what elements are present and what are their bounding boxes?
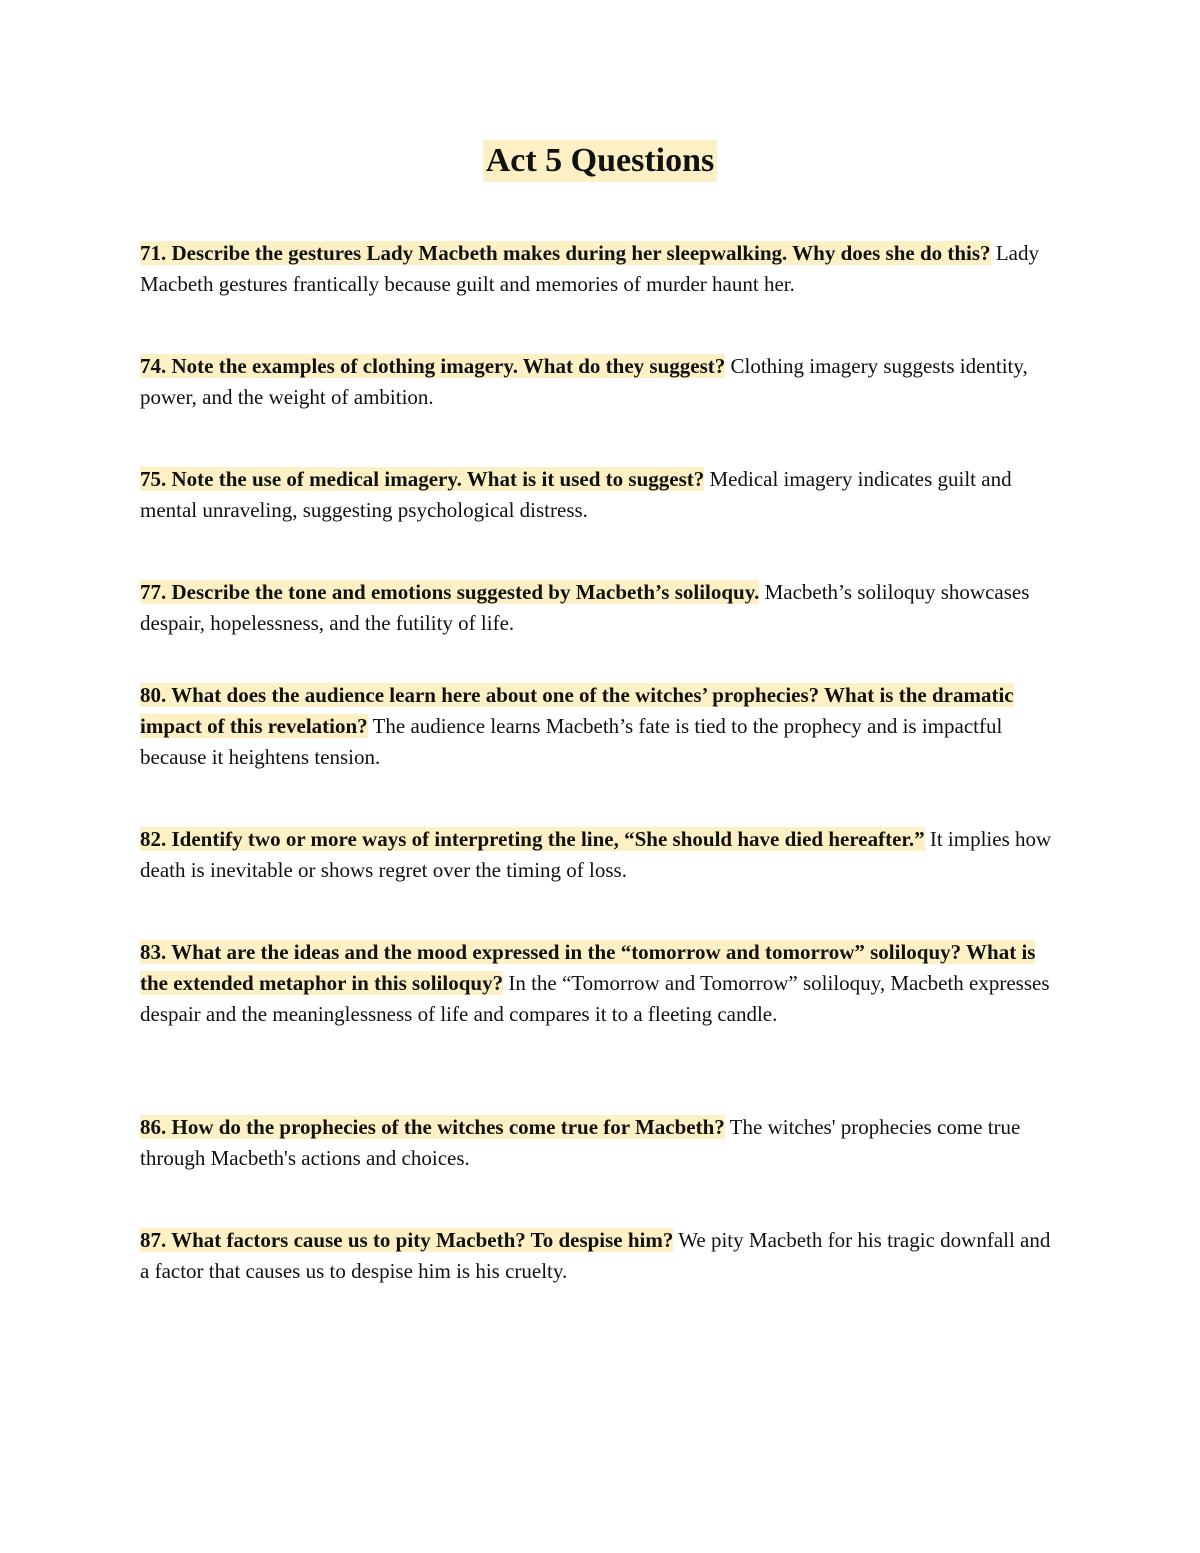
qa-item-82 — [140, 824, 1060, 886]
qa-item-77 — [140, 577, 1060, 639]
answer-text: Lady Macbeth gestures frantically because guilt and memories of murder haunt her. — [140, 241, 1039, 296]
question-text: 77. Describe the tone and emotions suggested by Macbeth’s soliloquy. — [140, 580, 760, 604]
answer-text: Macbeth’s soliloquy showcases despair, hopelessness, and the futility of life. — [140, 580, 1030, 635]
question-text: 83. What are the ideas and the mood expressed in the “tomorrow and tomorrow” soliloquy? What is the extended metaphor in this soliloquy? — [140, 940, 1036, 995]
qa-item-71 — [140, 238, 1060, 300]
qa-item-74 — [140, 351, 1060, 413]
title-container — [0, 140, 1200, 182]
answer-text: In the “Tomorrow and Tomorrow” soliloquy, Macbeth expresses despair and the meaninglessness of life and compares it to a fleeting candle. — [140, 971, 1050, 1026]
question-text: 74. Note the examples of clothing imagery. What do they suggest? — [140, 354, 726, 378]
answer-text: The witches' prophecies come true through Macbeth's actions and choices. — [140, 1115, 1021, 1170]
answer-text: Clothing imagery suggests identity, power, and the weight of ambition. — [140, 354, 1028, 409]
answer-text: The audience learns Macbeth’s fate is tied to the prophecy and is impactful because it heightens tension. — [140, 714, 1003, 769]
question-text: 75. Note the use of medical imagery. What is it used to suggest? — [140, 467, 705, 491]
question-text: 86. How do the prophecies of the witches come true for Macbeth? — [140, 1115, 725, 1139]
question-text: 71. Describe the gestures Lady Macbeth makes during her sleepwalking. Why does she do this? — [140, 241, 991, 265]
qa-item-80 — [140, 680, 1060, 773]
question-text: 87. What factors cause us to pity Macbeth? To despise him? — [140, 1228, 674, 1252]
qa-item-83 — [140, 937, 1060, 1030]
answer-text: Medical imagery indicates guilt and mental unraveling, suggesting psychological distress. — [140, 467, 1012, 522]
answer-text: It implies how death is inevitable or shows regret over the timing of loss. — [140, 827, 1052, 882]
qa-item-75 — [140, 464, 1060, 526]
qa-item-87 — [140, 1225, 1060, 1287]
answer-text: We pity Macbeth for his tragic downfall and a factor that causes us to despise him is his cruelty. — [140, 1228, 1051, 1283]
page-title: Act 5 Questions — [483, 140, 718, 182]
question-text: 82. Identify two or more ways of interpreting the line, “She should have died hereafter.” — [140, 827, 925, 851]
qa-item-86 — [140, 1112, 1060, 1174]
question-text: 80. What does the audience learn here about one of the witches’ prophecies? What is the dramatic impact of this revelation? — [140, 683, 1014, 738]
